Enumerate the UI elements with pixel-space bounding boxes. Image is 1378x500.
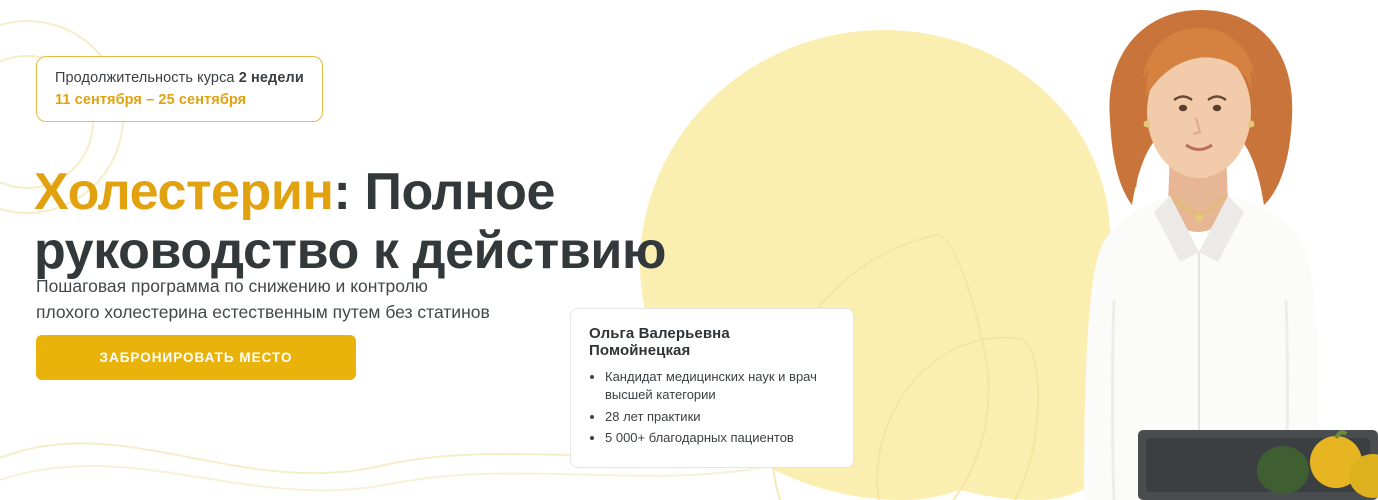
expert-card xyxy=(570,308,854,468)
page-subtitle-line1: Пошаговая программа по снижению и контролю xyxy=(36,275,428,296)
book-place-button[interactable]: ЗАБРОНИРОВАТЬ МЕСТО xyxy=(36,335,356,380)
page-subtitle-line2: плохого холестерина естественным путем без статинов xyxy=(36,302,490,323)
list-item: • 28 лет практики xyxy=(605,408,835,426)
duration-prefix-label: Продолжительность курса xyxy=(55,70,239,86)
page-title-line2: руководство к действию xyxy=(34,222,666,281)
page-title-rest: : Полное xyxy=(333,162,556,221)
page-title-accent: Холестерин xyxy=(34,162,334,221)
course-dates-label: 11 сентября – 25 сентября xyxy=(55,92,247,109)
list-item: • Кандидат медицинских наук и врач высшей категории xyxy=(605,368,835,405)
list-item: • 5 000+ благодарных пациентов xyxy=(605,429,835,447)
course-duration-badge xyxy=(36,56,323,122)
page-subtitle xyxy=(36,273,596,326)
expert-credentials-list xyxy=(589,368,835,448)
duration-value-label: 2 недели xyxy=(238,70,304,86)
duration-line xyxy=(55,69,304,87)
expert-portrait-image xyxy=(1018,0,1378,500)
page-title xyxy=(34,163,674,282)
expert-name-label: Ольга Валерьевна Помойнецкая xyxy=(589,325,730,359)
